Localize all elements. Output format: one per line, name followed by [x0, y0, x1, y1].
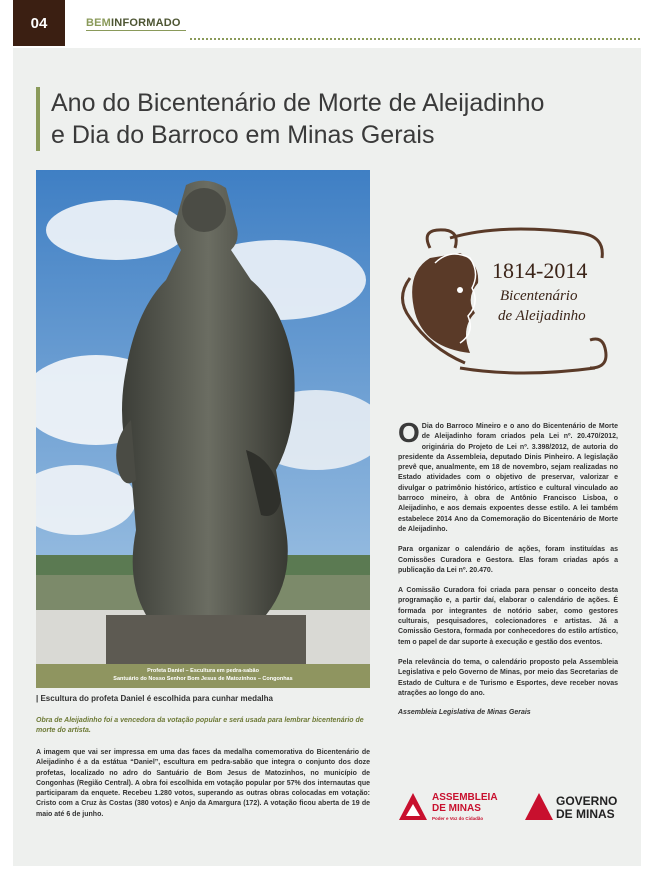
brand-underline [86, 30, 186, 31]
prophet-daniel-photo [36, 170, 370, 664]
governo-line-2: DE MINAS [556, 807, 615, 821]
article-title [36, 87, 544, 151]
governo-line-1: GOVERNO [556, 794, 618, 808]
seal-line-2: de Aleijadinho [498, 308, 586, 324]
title-line-1: Ano do Bicentenário de Morte de Aleijadinho [51, 89, 545, 117]
paragraph-1-text: Dia do Barroco Mineiro e o ano do Bicentenário de Morte de Aleijadinho foram criados pela Lei nº. 20.470/2012, originária do Projeto de Lei nº. 3.398/2012, de autoria do presidente da Assembleia, deputado Dinis Pinheiro. A legislação prevê que, anualmente, em 18 de novembro, sejam realizadas no Estado atividades com o objetivo de preservar, valorizar e divulgar o patrimônio histórico, artístico e cultural vinculado ao barroco mineiro, à obra de Antônio Francisco Lisboa, o Aleijadinho, e aos demais expoentes desse estilo. A lei também estabelece 2014 Ano da Comemoração do Bicentenário de Morte de Aleijadinho. [398, 423, 618, 533]
paragraph-2: Para organizar o calendário de ações, foram instituídas as Comissões Curadora e Gestora. Elas foram criadas após a publicação da Lei nº. 20.470. [398, 546, 618, 574]
caption-line-2: Santuário do Nosso Senhor Bom Jesus de Matozinhos – Congonhas [113, 676, 293, 682]
assembleia-logo [398, 790, 508, 826]
brand-part1: BEM [86, 17, 112, 29]
paragraph-4: Pela relevância do tema, o calendário proposto pela Assembleia Legislativa e pelo Governo de Minas, por meio das Secretarias de Estado de Cultura e de Turismo e Esportes, deve receber novas atrações ao longo do ano. [398, 658, 618, 697]
header-dotted-rule [190, 38, 640, 40]
section-brand [86, 17, 181, 29]
assembleia-triangle-icon [398, 792, 428, 822]
paragraph-1 [398, 417, 618, 535]
statue-illustration [36, 170, 370, 664]
photo-caption [36, 664, 370, 688]
page-number: 04 [13, 0, 65, 46]
bicentenary-seal [390, 218, 618, 384]
seal-years: 1814-2014 [492, 258, 588, 283]
main-article-column [398, 417, 618, 726]
sidebar-lead: Obra de Aleijadinho foi a vencedora da votação popular e será usada para lembrar bicentenário de morte do artista. [36, 717, 364, 734]
article-signature: Assembleia Legislativa de Minas Gerais [398, 709, 531, 717]
assembleia-line-1: ASSEMBLEIA [432, 792, 498, 803]
seal-line-1: Bicentenário [500, 288, 578, 304]
assembleia-tagline: Poder e Voz do Cidadão [432, 816, 484, 821]
sidebar-body: A imagem que vai ser impressa em uma das faces da medalha comemorativa do Bicentenário de Aleijadinho é a da estátua “Daniel”, escultura em pedra-sabão que integra o conjunto dos doze profetas, localizado no adro do Santuário de Bom Jesus de Matozinhos, no município de Congonhas (Região Central). A obra foi escolhida em votação popular por 57% dos internautas que participaram da enquete. Recebeu 1.280 votos, superando as outras obras colocadas em votação: Cristo com a Cruz às Costas (380 votos) e Anjo da Amargura (172). A votação ficou aberta de 19 de maio até 6 de junho. [36, 749, 370, 818]
governo-triangle-icon [524, 792, 554, 822]
drop-cap: O [398, 417, 420, 448]
caption-line-1: Profeta Daniel – Escultura em pedra-sabão [147, 668, 259, 674]
paragraph-3: A Comissão Curadora foi criada para pensar o conceito desta programação e, a partir daí, elaborar o calendário de ações. É formada por integrantes de notório saber, como gestores culturais, pesquisadores, colecionadores e artistas. Já a Comissão Gestora, formada por conhecedores do estilo artístico, tem o papel de dar suporte à execução e gestão dos eventos. [398, 587, 618, 646]
sidebar-subheading: | Escultura do profeta Daniel é escolhida para cunhar medalha [36, 694, 273, 703]
assembleia-line-2: DE MINAS [432, 803, 481, 814]
brand-part2: INFORMADO [111, 17, 181, 29]
governo-logo [524, 790, 618, 826]
title-line-2: e Dia do Barroco em Minas Gerais [51, 121, 435, 149]
